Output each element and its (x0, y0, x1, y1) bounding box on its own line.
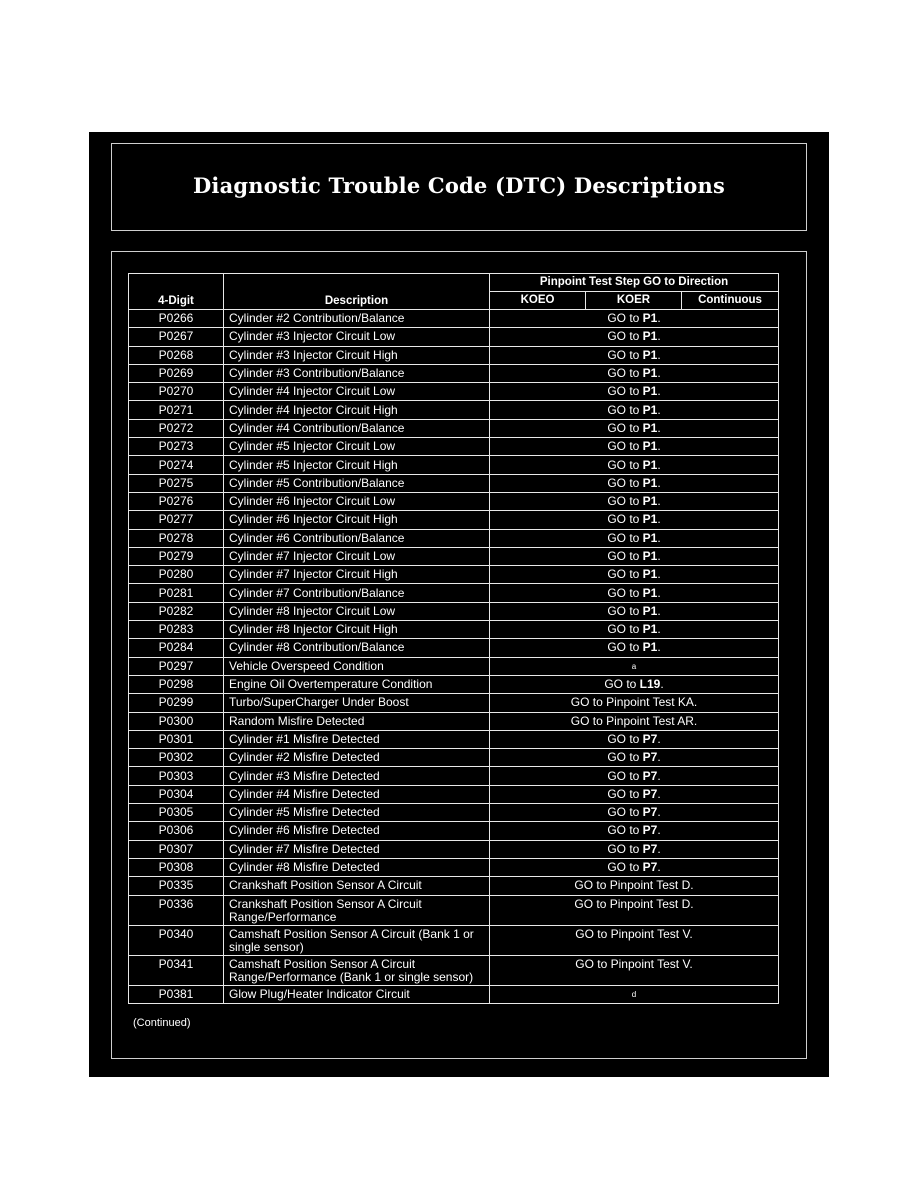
direction-target: P7 (642, 768, 658, 783)
direction-text: GO to Pinpoint Test V. (575, 926, 693, 941)
direction-text: GO to (607, 420, 643, 435)
dtc-code: P0280 (129, 566, 224, 584)
dtc-code: P0267 (129, 328, 224, 346)
dtc-description: Cylinder #7 Contribution/Balance (224, 584, 490, 602)
direction-suffix: . (657, 585, 661, 600)
direction-text: GO to (607, 530, 643, 545)
dtc-description: Cylinder #4 Injector Circuit High (224, 401, 490, 419)
direction-target: P1 (642, 512, 658, 527)
direction-target: P7 (642, 860, 658, 875)
dtc-code: P0278 (129, 529, 224, 547)
direction-target: P7 (642, 841, 658, 856)
dtc-direction (490, 895, 779, 925)
table-row (129, 310, 779, 328)
header-row-group (129, 274, 779, 292)
table-row (129, 602, 779, 620)
header-koeo: KOEO (490, 292, 586, 310)
dtc-code: P0308 (129, 858, 224, 876)
dtc-description: Cylinder #5 Injector Circuit Low (224, 438, 490, 456)
table-row (129, 566, 779, 584)
document-page (89, 132, 829, 1077)
dtc-direction (490, 925, 779, 955)
direction-suffix: . (657, 311, 661, 326)
dtc-code: P0340 (129, 925, 224, 955)
direction-suffix: . (657, 494, 661, 509)
dtc-code: P0277 (129, 511, 224, 529)
dtc-description: Cylinder #8 Contribution/Balance (224, 639, 490, 657)
dtc-direction (490, 492, 779, 510)
dtc-code: P0272 (129, 419, 224, 437)
dtc-direction (490, 419, 779, 437)
direction-text: GO to (607, 585, 643, 600)
direction-suffix: . (657, 366, 661, 381)
direction-target: P1 (642, 420, 658, 435)
direction-suffix: . (657, 347, 661, 362)
table-row (129, 511, 779, 529)
table-row (129, 955, 779, 985)
dtc-direction (490, 985, 779, 1003)
direction-text: GO to (607, 475, 643, 490)
dtc-description: Cylinder #6 Misfire Detected (224, 822, 490, 840)
dtc-code: P0281 (129, 584, 224, 602)
dtc-direction (490, 785, 779, 803)
dtc-description: Cylinder #4 Misfire Detected (224, 785, 490, 803)
continued-note: (Continued) (133, 1017, 191, 1029)
dtc-direction (490, 621, 779, 639)
direction-target: P1 (642, 366, 658, 381)
direction-text: GO to (607, 640, 643, 655)
dtc-description: Cylinder #7 Misfire Detected (224, 840, 490, 858)
table-row (129, 712, 779, 730)
dtc-code: P0279 (129, 547, 224, 565)
table-row (129, 419, 779, 437)
dtc-code: P0269 (129, 364, 224, 382)
direction-suffix: . (657, 768, 661, 783)
direction-target: P1 (642, 439, 658, 454)
table-row (129, 749, 779, 767)
dtc-description: Cylinder #5 Contribution/Balance (224, 474, 490, 492)
dtc-direction (490, 346, 779, 364)
direction-target: P1 (642, 457, 658, 472)
header-koer: KOER (586, 292, 682, 310)
table-row (129, 401, 779, 419)
dtc-code: P0304 (129, 785, 224, 803)
direction-text: GO to (607, 841, 643, 856)
dtc-description: Cylinder #6 Contribution/Balance (224, 529, 490, 547)
dtc-direction (490, 364, 779, 382)
table-row (129, 328, 779, 346)
direction-text: GO to (607, 311, 643, 326)
table-row (129, 639, 779, 657)
dtc-description: Cylinder #4 Contribution/Balance (224, 419, 490, 437)
dtc-description: Random Misfire Detected (224, 712, 490, 730)
dtc-description: Camshaft Position Sensor A Circuit Range/Performance (Bank 1 or single sensor) (224, 955, 490, 985)
table-row (129, 383, 779, 401)
direction-suffix: . (657, 549, 661, 563)
direction-text: GO to (607, 786, 643, 801)
dtc-code: P0275 (129, 474, 224, 492)
direction-target: P1 (642, 640, 658, 655)
dtc-code: P0268 (129, 346, 224, 364)
dtc-description: Cylinder #8 Misfire Detected (224, 858, 490, 876)
direction-suffix: . (657, 731, 661, 746)
header-description: Description (224, 274, 490, 310)
direction-suffix: . (657, 640, 661, 655)
direction-suffix: . (657, 823, 661, 838)
title-box (111, 143, 807, 231)
direction-suffix: . (657, 567, 661, 582)
dtc-code: P0301 (129, 730, 224, 748)
dtc-direction (490, 657, 779, 675)
footnote-mark: a (631, 661, 637, 671)
dtc-table-container (128, 273, 778, 1004)
dtc-code: P0273 (129, 438, 224, 456)
direction-suffix: . (657, 622, 661, 637)
dtc-direction (490, 310, 779, 328)
dtc-direction (490, 730, 779, 748)
direction-target: P1 (642, 494, 658, 509)
direction-text: GO to (607, 603, 643, 618)
table-row (129, 804, 779, 822)
direction-target: P1 (642, 384, 658, 399)
table-row (129, 657, 779, 675)
direction-text: GO to (607, 402, 643, 417)
dtc-description: Cylinder #7 Injector Circuit Low (224, 547, 490, 565)
dtc-description: Cylinder #5 Injector Circuit High (224, 456, 490, 474)
direction-target: P1 (642, 329, 658, 344)
direction-text: GO to (607, 622, 643, 637)
dtc-code: P0381 (129, 985, 224, 1003)
direction-target: P1 (642, 347, 658, 362)
direction-text: GO to (607, 329, 643, 344)
table-row (129, 621, 779, 639)
dtc-direction (490, 566, 779, 584)
direction-text: GO to (607, 366, 643, 381)
direction-suffix: . (657, 402, 661, 417)
direction-target: P1 (642, 530, 658, 545)
dtc-description: Cylinder #3 Injector Circuit Low (224, 328, 490, 346)
table-row (129, 675, 779, 693)
dtc-code: P0297 (129, 657, 224, 675)
dtc-direction (490, 675, 779, 693)
dtc-description: Cylinder #3 Misfire Detected (224, 767, 490, 785)
direction-text: GO to (607, 768, 643, 783)
direction-target: P7 (642, 805, 658, 820)
direction-text: GO to Pinpoint Test KA. (570, 695, 698, 710)
dtc-description: Cylinder #5 Misfire Detected (224, 804, 490, 822)
dtc-code: P0305 (129, 804, 224, 822)
dtc-description: Cylinder #6 Injector Circuit High (224, 511, 490, 529)
header-continuous: Continuous (682, 292, 779, 310)
direction-target: P7 (642, 731, 658, 746)
direction-text: GO to Pinpoint Test D. (574, 878, 694, 893)
table-row (129, 438, 779, 456)
dtc-description: Cylinder #2 Misfire Detected (224, 749, 490, 767)
dtc-code: P0299 (129, 694, 224, 712)
dtc-code: P0300 (129, 712, 224, 730)
direction-suffix: . (657, 475, 661, 490)
dtc-direction (490, 639, 779, 657)
dtc-direction (490, 584, 779, 602)
direction-target: L19 (639, 677, 661, 692)
dtc-code: P0282 (129, 602, 224, 620)
dtc-direction (490, 712, 779, 730)
dtc-direction (490, 511, 779, 529)
direction-text: GO to Pinpoint Test V. (575, 956, 693, 971)
direction-suffix: . (657, 603, 661, 618)
dtc-description: Cylinder #3 Injector Circuit High (224, 346, 490, 364)
direction-suffix: . (657, 860, 661, 875)
direction-target: P1 (642, 549, 658, 563)
table-row (129, 985, 779, 1003)
dtc-direction (490, 474, 779, 492)
dtc-description: Vehicle Overspeed Condition (224, 657, 490, 675)
table-row (129, 858, 779, 876)
dtc-direction (490, 694, 779, 712)
dtc-description: Crankshaft Position Sensor A Circuit (224, 877, 490, 895)
direction-suffix: . (657, 805, 661, 820)
direction-suffix: . (657, 786, 661, 801)
dtc-code: P0271 (129, 401, 224, 419)
dtc-direction (490, 955, 779, 985)
dtc-code: P0276 (129, 492, 224, 510)
dtc-description: Cylinder #8 Injector Circuit Low (224, 602, 490, 620)
direction-text: GO to (607, 439, 643, 454)
dtc-direction (490, 438, 779, 456)
direction-text: GO to (607, 384, 643, 399)
dtc-direction (490, 547, 779, 565)
dtc-direction (490, 401, 779, 419)
dtc-direction (490, 767, 779, 785)
dtc-description: Cylinder #6 Injector Circuit Low (224, 492, 490, 510)
footnote-mark: d (631, 989, 637, 999)
dtc-direction (490, 602, 779, 620)
dtc-description: Glow Plug/Heater Indicator Circuit (224, 985, 490, 1003)
direction-target: P7 (642, 750, 658, 765)
dtc-description: Engine Oil Overtemperature Condition (224, 675, 490, 693)
dtc-table (128, 273, 779, 1004)
dtc-code: P0303 (129, 767, 224, 785)
dtc-description: Cylinder #7 Injector Circuit High (224, 566, 490, 584)
dtc-description: Camshaft Position Sensor A Circuit (Bank 1 or single sensor) (224, 925, 490, 955)
dtc-description: Cylinder #2 Contribution/Balance (224, 310, 490, 328)
header-code: 4-Digit (129, 274, 224, 310)
direction-text: GO to (607, 457, 643, 472)
direction-text: GO to (607, 860, 643, 875)
dtc-code: P0341 (129, 955, 224, 985)
direction-suffix: . (657, 457, 661, 472)
table-row (129, 730, 779, 748)
header-pinpoint-group: Pinpoint Test Step GO to Direction (490, 274, 779, 292)
direction-target: P1 (642, 475, 658, 490)
direction-suffix: . (657, 841, 661, 856)
table-row (129, 547, 779, 565)
table-row (129, 456, 779, 474)
direction-target: P7 (642, 823, 658, 838)
direction-suffix: . (657, 384, 661, 399)
direction-text: GO to (607, 805, 643, 820)
dtc-code: P0274 (129, 456, 224, 474)
dtc-description: Turbo/SuperCharger Under Boost (224, 694, 490, 712)
table-row (129, 529, 779, 547)
direction-target: P1 (642, 585, 658, 600)
direction-text: GO to (607, 347, 643, 362)
dtc-direction (490, 529, 779, 547)
table-row (129, 346, 779, 364)
table-row (129, 694, 779, 712)
direction-suffix: . (657, 750, 661, 765)
dtc-direction (490, 858, 779, 876)
direction-text: GO to (607, 549, 643, 563)
direction-text: GO to (607, 823, 643, 838)
dtc-direction (490, 456, 779, 474)
dtc-description: Cylinder #1 Misfire Detected (224, 730, 490, 748)
dtc-code: P0266 (129, 310, 224, 328)
dtc-code: P0307 (129, 840, 224, 858)
dtc-direction (490, 840, 779, 858)
dtc-direction (490, 877, 779, 895)
dtc-direction (490, 328, 779, 346)
dtc-description: Cylinder #3 Contribution/Balance (224, 364, 490, 382)
dtc-code: P0302 (129, 749, 224, 767)
dtc-table-body (129, 310, 779, 1004)
direction-target: P7 (642, 786, 658, 801)
dtc-code: P0335 (129, 877, 224, 895)
direction-target: P1 (642, 622, 658, 637)
direction-suffix: . (657, 512, 661, 527)
dtc-code: P0284 (129, 639, 224, 657)
direction-text: GO to Pinpoint Test D. (574, 896, 694, 911)
direction-text: GO to (604, 677, 640, 692)
direction-target: P1 (642, 567, 658, 582)
dtc-description: Cylinder #4 Injector Circuit Low (224, 383, 490, 401)
table-row (129, 584, 779, 602)
direction-suffix: . (657, 439, 661, 454)
table-row (129, 474, 779, 492)
direction-target: P1 (642, 402, 658, 417)
dtc-code: P0306 (129, 822, 224, 840)
direction-target: P1 (642, 603, 658, 618)
table-row (129, 364, 779, 382)
table-row (129, 492, 779, 510)
table-row (129, 840, 779, 858)
dtc-direction (490, 749, 779, 767)
dtc-direction (490, 822, 779, 840)
direction-text: GO to (607, 731, 643, 746)
direction-text: GO to (607, 494, 643, 509)
dtc-code: P0298 (129, 675, 224, 693)
dtc-description: Crankshaft Position Sensor A Circuit Range/Performance (224, 895, 490, 925)
dtc-code: P0283 (129, 621, 224, 639)
table-row (129, 767, 779, 785)
direction-text: GO to (607, 512, 643, 527)
table-row (129, 877, 779, 895)
dtc-direction (490, 804, 779, 822)
direction-text: GO to Pinpoint Test AR. (570, 713, 698, 728)
direction-text: GO to (607, 567, 643, 582)
table-row (129, 895, 779, 925)
direction-suffix: . (657, 329, 661, 344)
dtc-code: P0336 (129, 895, 224, 925)
page-title: Diagnostic Trouble Code (DTC) Descriptions (192, 173, 725, 198)
direction-suffix: . (657, 530, 661, 545)
dtc-description: Cylinder #8 Injector Circuit High (224, 621, 490, 639)
dtc-code: P0270 (129, 383, 224, 401)
dtc-direction (490, 383, 779, 401)
direction-target: P1 (642, 311, 658, 326)
table-row (129, 822, 779, 840)
direction-text: GO to (607, 750, 643, 765)
direction-suffix: . (657, 420, 661, 435)
table-row (129, 785, 779, 803)
table-row (129, 925, 779, 955)
direction-suffix: . (660, 677, 664, 692)
